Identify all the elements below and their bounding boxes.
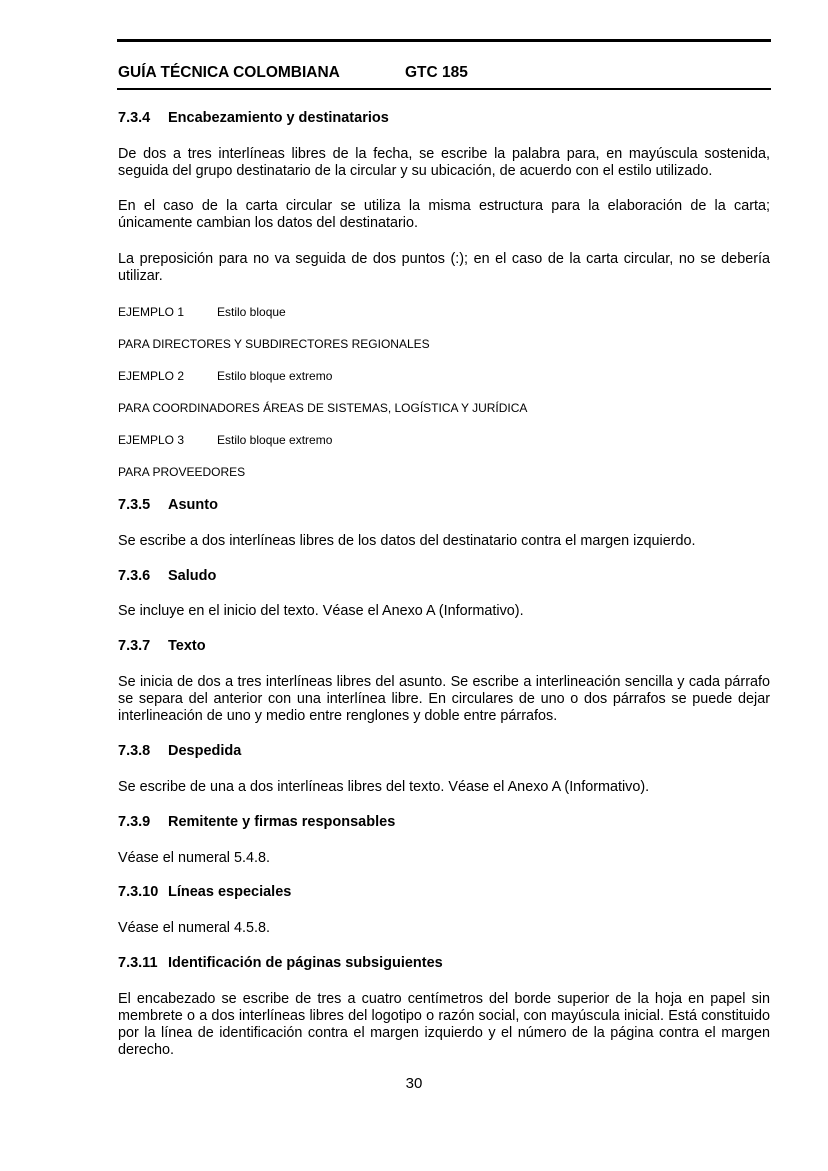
section-heading-7-3-4 [118,110,770,126]
example-label-row [118,369,770,383]
example-text: PARA COORDINADORES ÁREAS DE SISTEMAS, LOGÍSTICA Y JURÍDICA [118,401,528,415]
section-title: Líneas especiales [168,884,292,900]
paragraph: Se inicia de dos a tres interlíneas libres del asunto. Se escribe a interlineación sencilla y cada párrafo se separa del anterior con una interlínea libre. En circulares de uno o dos párrafos se puede dejar interlineación de uno y medio entre renglones y doble entre párrafos. [118,674,770,724]
example-style: Estilo bloque [217,305,286,319]
example-style: Estilo bloque extremo [217,433,333,447]
section-heading-7-3-7 [118,638,770,654]
section-title: Texto [168,638,206,654]
section-number: 7.3.10 [118,884,159,900]
section-number: 7.3.7 [118,638,151,654]
section-heading-7-3-5 [118,497,770,513]
section-number: 7.3.9 [118,814,151,830]
section-number: 7.3.6 [118,568,151,584]
example-text: PARA DIRECTORES Y SUBDIRECTORES REGIONALES [118,337,430,351]
example-label-row [118,433,770,447]
paragraph: Se escribe de una a dos interlíneas libres del texto. Véase el Anexo A (Informativo). [118,779,650,795]
section-title: Encabezamiento y destinatarios [168,110,389,126]
section-number: 7.3.11 [118,955,158,971]
section-title: Asunto [168,497,218,513]
example-label: EJEMPLO 2 [118,369,185,383]
example-style: Estilo bloque extremo [217,369,333,383]
example-label: EJEMPLO 3 [118,433,185,447]
section-heading-7-3-8 [118,743,770,759]
section-title: Identificación de páginas subsiguientes [168,955,443,971]
header-top-rule [117,39,771,42]
paragraph: Véase el numeral 4.5.8. [118,920,270,936]
section-number: 7.3.4 [118,110,151,126]
page-header [118,64,468,82]
section-heading-7-3-6 [118,568,770,584]
section-number: 7.3.5 [118,497,151,513]
paragraph: El encabezado se escribe de tres a cuatro centímetros del borde superior de la hoja en papel sin membrete o a dos interlíneas libres del logotipo o razón social, con mayúscula inicial. Está constituido por la línea de identificación contra el margen izquierdo y el número de la página contra el margen derecho. [118,991,770,1058]
section-heading-7-3-10 [118,884,770,900]
example-label: EJEMPLO 1 [118,305,185,319]
section-title: Despedida [168,743,242,759]
paragraph: De dos a tres interlíneas libres de la fecha, se escribe la palabra para, en mayúscula sostenida, seguida del grupo destinatario de la circular y su ubicación, de acuerdo con el estilo utilizado. [118,146,770,179]
page-number: 30 [405,1075,423,1092]
section-title: Saludo [168,568,217,584]
example-text: PARA PROVEEDORES [118,465,246,479]
section-title: Remitente y firmas responsables [168,814,396,830]
header-title: GUÍA TÉCNICA COLOMBIANA [118,64,340,81]
section-heading-7-3-9 [118,814,770,830]
section-heading-7-3-11 [118,955,770,971]
paragraph: Véase el numeral 5.4.8. [118,850,270,866]
header-bottom-rule [117,88,771,90]
example-label-row [118,305,770,319]
paragraph: La preposición para no va seguida de dos puntos (:); en el caso de la carta circular, no se debería utilizar. [118,251,770,284]
paragraph: Se incluye en el inicio del texto. Véase el Anexo A (Informativo). [118,603,524,619]
section-number: 7.3.8 [118,743,151,759]
paragraph: En el caso de la carta circular se utiliza la misma estructura para la elaboración de la carta; únicamente cambian los datos del destinatario. [118,198,770,231]
paragraph: Se escribe a dos interlíneas libres de los datos del destinatario contra el margen izquierdo. [118,533,696,549]
header-code: GTC 185 [405,64,468,81]
